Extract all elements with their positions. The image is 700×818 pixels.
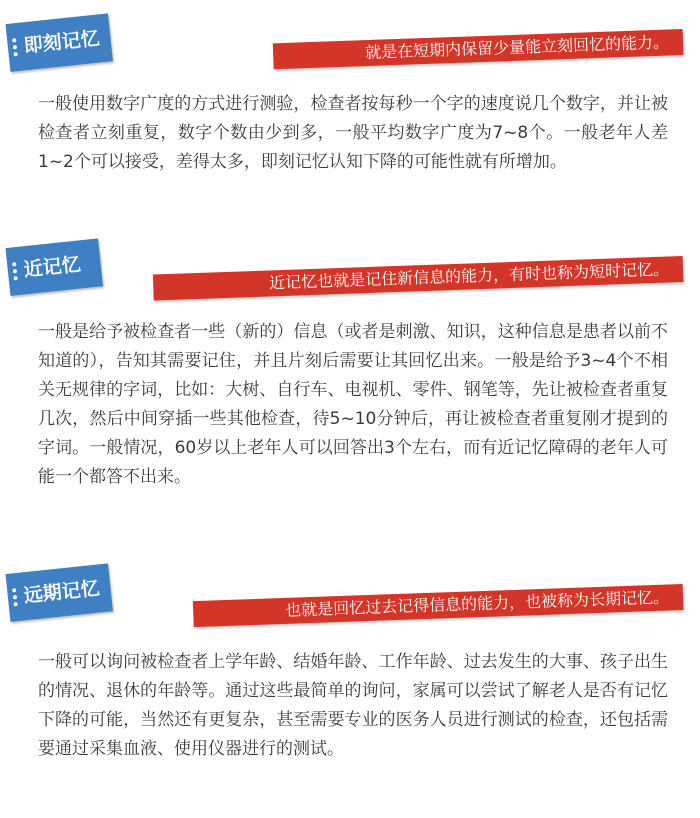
section-ribbon (193, 584, 684, 627)
ribbon-text: 近记忆也就是记住新信息的能力，有时也称为短时记忆。 (268, 259, 670, 293)
dots-icon (12, 262, 20, 283)
section-ribbon (273, 29, 684, 69)
section-title: 近记忆 (22, 253, 82, 282)
ribbon-text: 也就是回忆过去记得信息的能力，也被称为长期记忆。 (284, 587, 670, 620)
section-tag (5, 563, 112, 622)
section-tag (5, 13, 112, 72)
section-tag (5, 238, 103, 295)
dots-icon (12, 588, 20, 609)
section-ribbon (153, 256, 684, 300)
dots-icon (12, 38, 20, 59)
section-body: 一般是给予被检查者一些（新的）信息（或者是刺激、知识，这种信息是患者以前不知道的），告知其需要记住，并且片刻后需要让其回忆出来。一般是给予3~4个不相关无规律的字词，比如：大树、自行车、电视机、零件、钢笔等，先让被检查者重复几次，然后中间穿插一些其他检查，待5~10分钟后，再让被检查者重复刚才提到的字词。一般情况，60岁以上老年人可以回答出3个左右，而有近记忆障碍的老年人可能一个都答不出来。 (38, 322, 668, 487)
ribbon-text: 就是在短期内保留少量能立刻回忆的能力。 (364, 32, 670, 63)
section-title: 即刻记忆 (22, 27, 101, 58)
section-title: 远期记忆 (22, 577, 101, 608)
section-body: 一般使用数字广度的方式进行测验，检查者按每秒一个字的速度说几个数字，并让被检查者立刻重复，数字个数由少到多，一般平均数字广度为7~8个。一般老年人差1~2个可以接受，差得太多，即刻记忆认知下降的可能性就有所增加。 (38, 94, 668, 172)
section-body: 一般可以询问被检查者上学年龄、结婚年龄、工作年龄、过去发生的大事、孩子出生的情况、退休的年龄等。通过这些最简单的询问，家属可以尝试了解老人是否有记忆下降的可能，当然还有更复杂，甚至需要专业的医务人员进行测试的检查，还包括需要通过采集血液、使用仪器进行的测试。 (38, 652, 668, 759)
